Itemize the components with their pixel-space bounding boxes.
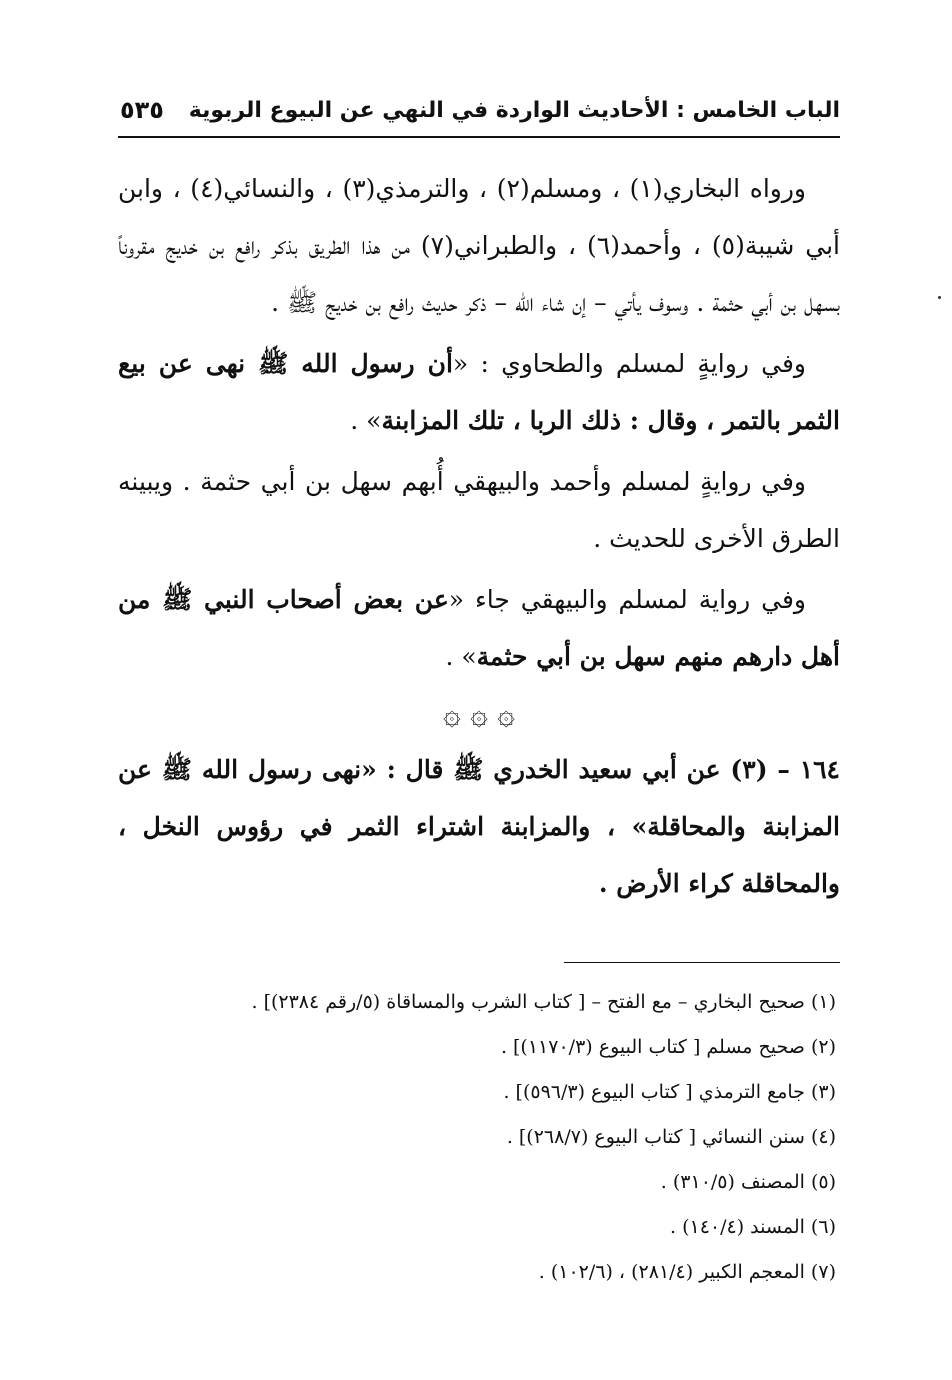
footnote-4: (٤) سنن النسائي [ كتاب البيوع (٢٦٨/٧)] .	[506, 1126, 836, 1148]
running-header	[118, 96, 840, 138]
paragraph-end: » .	[445, 642, 477, 671]
margin-dot	[938, 296, 941, 299]
paragraph-muslim-bayhaqi	[118, 571, 840, 685]
paragraph-end: » .	[350, 406, 382, 435]
section-separator-ornament: ۞ ۞ ۞	[443, 697, 515, 732]
footnotes	[118, 980, 836, 1295]
quoted-hadith-text: أن رسول الله ﷺ نهى عن بيع الثمر بالتمر ، وقال : ذلك الربا ، تلك المزابنة	[118, 349, 840, 435]
footnote-3: (٣) جامع الترمذي [ كتاب البيوع (٥٩٦/٣)] .	[503, 1081, 836, 1103]
hadith-164	[118, 741, 840, 912]
footnote-1: (١) صحيح البخاري – مع الفتح – [ كتاب الشرب والمساقاة (٥/رقم ٢٣٨٤)] .	[251, 991, 836, 1013]
footnote-6: (٦) المسند (١٤٠/٤) .	[670, 1216, 836, 1238]
paragraph-muslim-ahmad	[118, 453, 840, 567]
paragraph-text: وفي روايةٍ لمسلم وأحمد والبيهقي أُبهم سهل بن أبي حثمة . ويبينه الطرق الأخرى للحديث .	[118, 467, 840, 553]
paragraph-lead: وفي رواية لمسلم والبيهقي جاء «	[448, 585, 806, 614]
chapter-title: الباب الخامس : الأحاديث الواردة في النهي عن البيوع الربوية	[188, 98, 840, 123]
paragraph-text: ورواه البخاري(١) ، ومسلم(٢) ، والترمذي(٣) ، والنسائي(٤) ، وابن أبي شيبة(٥) ، وأحمد(٦) ، والطبراني(٧) من هذا الطريق بذكر رافع بن خديج مقروناً بسهل بن أبي حثمة . وسوف يأتي – إن شاء الله – ذكر حديث رافع بن خديج ﷺ .	[118, 174, 840, 317]
footnote-divider	[564, 962, 840, 963]
quoted-hadith-text: عن بعض أصحاب النبي ﷺ من أهل دارهم منهم سهل بن أبي حثمة	[118, 585, 840, 671]
hadith-text: ١٦٤ – (٣) عن أبي سعيد الخدري ﷺ قال : «نهى رسول الله ﷺ عن المزابنة والمحاقلة» ، والمزابنة اشتراء الثمر في رؤوس النخل ، والمحاقلة كراء الأرض .	[118, 755, 840, 898]
footnote-7: (٧) المعجم الكبير (٢٨١/٤) ، (١٠٢/٦) .	[538, 1261, 836, 1283]
paragraph-lead: وفي روايةٍ لمسلم والطحاوي : «	[452, 349, 806, 378]
paragraph-muslim-tahawi	[118, 335, 840, 449]
paragraph-narrations	[118, 160, 840, 331]
page-number: ٥٣٥	[120, 96, 164, 124]
footnote-2: (٢) صحيح مسلم [ كتاب البيوع (١١٧٠/٣)] .	[500, 1036, 836, 1058]
footnote-5: (٥) المصنف (٣١٠/٥) .	[660, 1171, 836, 1193]
main-text	[118, 160, 840, 916]
